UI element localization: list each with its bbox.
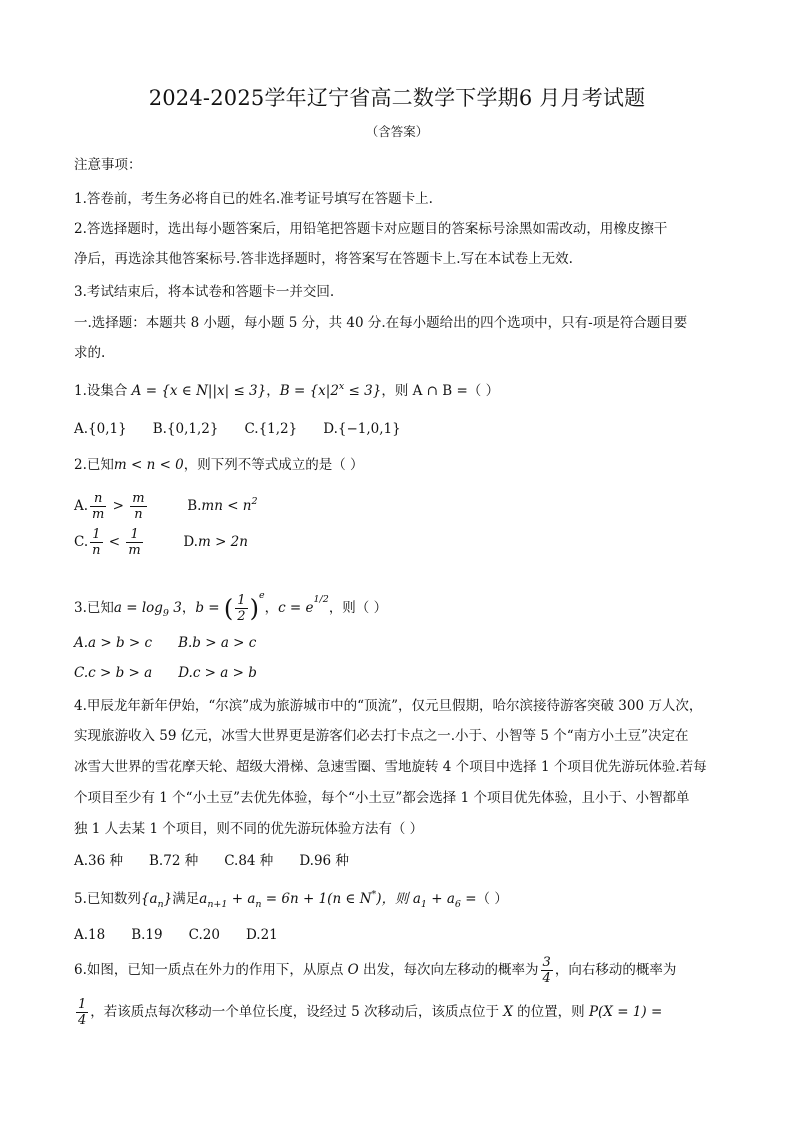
q1-prefix: 1.设集合 xyxy=(74,383,132,399)
section-1-heading: 一.选择题：本题共 8 小题，每小题 5 分，共 40 分.在每小题给出的四个选项中，只有-项是符合题目要 xyxy=(74,315,688,331)
q1-set-b-end: ≤ 3} xyxy=(344,383,382,399)
question-2-options-ab: A. $\frac{n}{m}$ > $\frac{m}{n}$ $B.mn < n^2$ xyxy=(74,491,258,522)
notice-item-1: 1.答卷前，考生务必将自已的姓名.准考证号填写在答题卡上. xyxy=(74,191,433,207)
notice-item-3: 3.考试结束后，将本试卷和答题卡一并交回. xyxy=(74,284,335,300)
q2-option-d: m > 2n xyxy=(197,534,248,550)
question-2-stem xyxy=(74,456,730,474)
q1-set-b: B = {x|2 xyxy=(279,383,339,399)
q1-option-b: B.{0,1,2} xyxy=(152,421,219,437)
question-3-options-ab xyxy=(74,634,730,652)
q3-option-a: A.a > b > c xyxy=(74,635,153,651)
q2-option-d-label: D. xyxy=(183,534,198,550)
q2-option-b-label: B. xyxy=(187,498,202,514)
q5-option-d: D.21 xyxy=(245,927,278,943)
q2-option-a-frac-1: $\frac{n}{m}$ xyxy=(92,491,105,522)
q6-right-probability: $\frac{1}{4}$ xyxy=(78,997,87,1028)
question-6-line-2: $\frac{1}{4}$ ，若该质点每次移动一个单位长度，设经过 5 次移动后，该质点位于 X 的位置，则 P(X = 1) = xyxy=(78,997,663,1028)
q1-option-c: C.{1,2} xyxy=(244,421,298,437)
question-1-options xyxy=(74,420,730,438)
q3-b-frac: $\frac{1}{2}$ xyxy=(237,593,246,624)
q2-prefix: 2.已知 xyxy=(74,457,114,473)
notice-item-2: 2.答选择题时，选出每小题答案后，用铅笔把答题卡对应题目的答案标号涂黑如需改动，用橡皮擦干 xyxy=(74,221,668,237)
q1-sep: ， xyxy=(266,383,280,399)
q4-option-a: A.36 种 xyxy=(74,853,124,869)
q4-option-b: B.72 种 xyxy=(149,853,199,869)
q1-set-b-exponent: x xyxy=(338,381,345,392)
page-subtitle: （含答案） xyxy=(365,124,429,139)
question-4-line-3: 冰雪大世界的雪花摩天轮、超级大滑梯、急速雪圈、雪地旋转 4 个项目中选择 1 个项目优先游玩体验.若每 xyxy=(74,759,707,775)
q2-option-b: mn < n xyxy=(201,498,252,514)
q2-option-c-frac-1: $\frac{1}{n}$ xyxy=(92,527,101,558)
q2-option-a-label: A. xyxy=(74,498,89,514)
q5-option-b: B.19 xyxy=(131,927,163,943)
question-3-stem: 3.已知$a = \log_9 3$，b = ( $\frac{1}{2}$ )$^e$，$c = e^{1/2}$，则（ ） xyxy=(74,590,388,624)
question-4-line-1: 4.甲辰龙年新年伊始，“尔滨”成为旅游城市中的“顶流”，仅元旦假期，哈尔滨接待游客突破 300 万人次， xyxy=(74,698,703,714)
question-4-line-2: 实现旅游收入 59 亿元，冰雪大世界更是游客们必去打卡点之一.小于、小智等 5 个“南方小土豆”决定在 xyxy=(74,728,689,744)
question-5-stem: 5.已知数列$\{a_n\}$满足$a_{n+1} + a_n = 6n + 1(n$ ∈ N*)，则 $a_1 + a_6$ =（ ） xyxy=(74,889,508,910)
q5-option-c: C.20 xyxy=(188,927,220,943)
section-1-heading-cont: 求的. xyxy=(74,345,106,361)
q2-option-c-label: C. xyxy=(74,534,89,550)
q2-condition: m < n < 0 xyxy=(113,457,184,473)
notice-item-2-cont: 净后，再选涂其他答案标号.答非选择题时，将答案写在答题卡上.写在本试卷上无效. xyxy=(74,251,573,267)
q3-b: b = xyxy=(195,600,224,616)
question-3-options-cd xyxy=(74,664,730,682)
q5-option-a: A.18 xyxy=(74,927,106,943)
q1-set-a: A = {x ∈ N||x| ≤ 3} xyxy=(131,383,267,399)
q3-prefix: 3.已知 xyxy=(74,600,114,616)
question-5-options xyxy=(74,926,730,944)
q6-left-probability: $\frac{3}{4}$ xyxy=(542,955,551,986)
question-2-options-cd: C. $\frac{1}{n}$ < $\frac{1}{m}$ D.m > 2n xyxy=(74,527,248,558)
question-4-options xyxy=(74,852,730,870)
q4-option-d: D.96 种 xyxy=(299,853,349,869)
q1-option-d: D.{−1,0,1} xyxy=(323,421,401,437)
q2-suffix: ，则下列不等式成立的是（ ） xyxy=(183,457,364,473)
q3-option-b: B.b > a > c xyxy=(178,635,257,651)
q3-c: c = e xyxy=(278,600,314,616)
notice-heading: 注意事项： xyxy=(74,157,142,173)
q4-option-c: C.84 种 xyxy=(224,853,274,869)
q3-option-c: C.c > b > a xyxy=(74,665,153,681)
question-1-stem xyxy=(74,378,730,400)
q2-option-c-frac-2: $\frac{1}{m}$ xyxy=(128,527,141,558)
q1-suffix: ，则 A ∩ B =（ ） xyxy=(381,383,500,399)
question-6-line-1: 6.如图，已知一质点在外力的作用下，从原点 O 出发，每次向左移动的概率为 $\frac{3}{4}$ ，向右移动的概率为 xyxy=(74,955,677,986)
q3-a: a = log xyxy=(113,600,163,616)
question-4-line-5: 独 1 人去某 1 个项目，则不同的优先游玩体验方法有（ ） xyxy=(74,821,424,837)
q1-option-a: A.{0,1} xyxy=(74,421,127,437)
question-4-line-4: 个项目至少有 1 个“小土豆”去优先体验，每个“小土豆”都会选择 1 个项目优先体验，且小于、小智都单 xyxy=(74,790,690,806)
page-title: 2024-2025学年辽宁省高二数学下学期6 月月考试题 xyxy=(148,86,646,110)
q3-option-d: D.c > a > b xyxy=(178,665,257,681)
q2-option-a-frac-2: $\frac{m}{n}$ xyxy=(132,491,145,522)
